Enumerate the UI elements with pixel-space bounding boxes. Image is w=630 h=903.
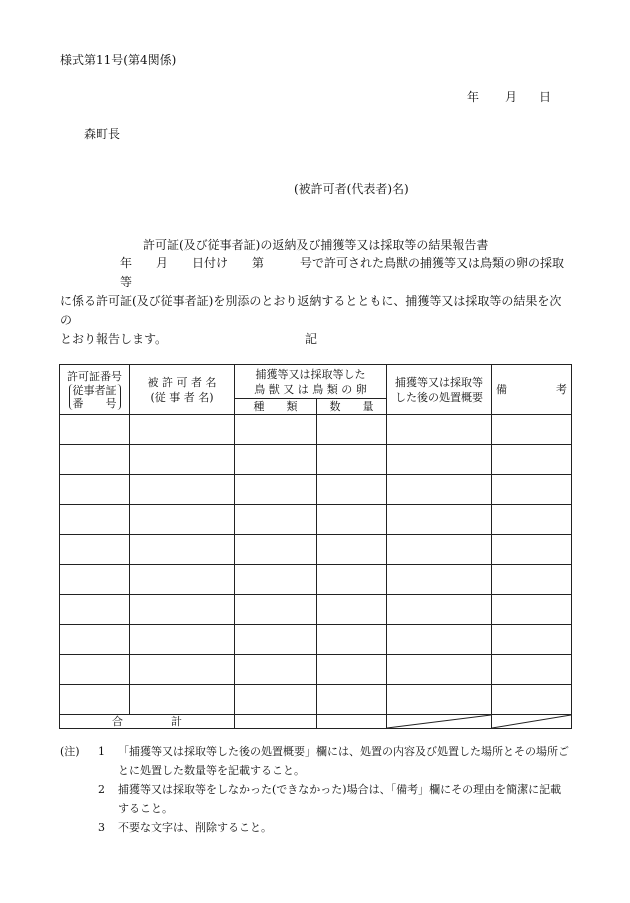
header-worker-cert-label: 従事者証 bbox=[72, 383, 117, 397]
note-text: 「捕獲等又は採取等した後の処置概要」欄には、処置の内容及び処置した場所とその場所ごとに処置した数量等を記載すること。 bbox=[118, 745, 569, 777]
header-captured-line1: 捕獲等又は採取等した bbox=[255, 367, 366, 381]
header-disposal-line2: した後の処置概要 bbox=[395, 390, 484, 404]
table-cell[interactable] bbox=[60, 685, 130, 715]
table-cell[interactable] bbox=[130, 445, 235, 475]
table-cell[interactable] bbox=[317, 445, 387, 475]
table-cell[interactable] bbox=[130, 685, 235, 715]
table-cell[interactable] bbox=[492, 535, 572, 565]
note-number: 1 bbox=[98, 745, 105, 758]
header-worker-name-label: (従 事 者 名) bbox=[150, 390, 214, 404]
table-cell[interactable] bbox=[317, 415, 387, 445]
header-number-label: 番 号 bbox=[72, 396, 117, 410]
table-cell[interactable] bbox=[235, 505, 317, 535]
table-cell[interactable] bbox=[235, 655, 317, 685]
table-cell[interactable] bbox=[317, 655, 387, 685]
table-cell[interactable] bbox=[130, 505, 235, 535]
header-quantity: 数 量 bbox=[317, 399, 387, 415]
table-cell[interactable] bbox=[492, 655, 572, 685]
table-cell[interactable] bbox=[60, 535, 130, 565]
table-cell[interactable] bbox=[60, 595, 130, 625]
notes bbox=[60, 742, 572, 837]
result-table bbox=[59, 364, 572, 729]
table-cell[interactable] bbox=[387, 535, 492, 565]
total-label-b: 計 bbox=[171, 715, 182, 728]
table-cell[interactable] bbox=[130, 655, 235, 685]
note-item bbox=[60, 780, 572, 818]
table-row bbox=[60, 535, 572, 565]
table-cell[interactable] bbox=[492, 505, 572, 535]
body-line-3: とおり報告します。 bbox=[60, 332, 168, 346]
table-header-row bbox=[60, 365, 572, 399]
header-permit-number-label: 許可証番号 bbox=[67, 369, 122, 383]
header-permittee-label: 被 許 可 者 名 bbox=[147, 375, 217, 389]
table-row bbox=[60, 475, 572, 505]
date-year: 年 bbox=[467, 90, 480, 104]
note-number: 3 bbox=[98, 821, 105, 834]
total-label-a: 合 bbox=[112, 715, 123, 728]
table-cell[interactable] bbox=[60, 445, 130, 475]
header-permit-number bbox=[60, 365, 130, 415]
table-cell[interactable] bbox=[235, 685, 317, 715]
table-row bbox=[60, 685, 572, 715]
table-cell[interactable] bbox=[130, 565, 235, 595]
date-month: 月 bbox=[505, 90, 518, 104]
table-cell[interactable] bbox=[235, 445, 317, 475]
table-row bbox=[60, 595, 572, 625]
body-line-2: に係る許可証(及び従事者証)を別添のとおり返納するとともに、捕獲等又は採取等の結果を次の bbox=[60, 294, 562, 327]
table-cell[interactable] bbox=[492, 625, 572, 655]
table-cell[interactable] bbox=[492, 415, 572, 445]
table-cell[interactable] bbox=[60, 415, 130, 445]
table-cell[interactable] bbox=[235, 415, 317, 445]
addressee: 森町長 bbox=[84, 127, 121, 141]
table-cell[interactable] bbox=[235, 595, 317, 625]
table-cell[interactable] bbox=[60, 655, 130, 685]
table-cell[interactable] bbox=[130, 595, 235, 625]
table-cell[interactable] bbox=[387, 565, 492, 595]
table-cell[interactable] bbox=[492, 595, 572, 625]
reporter-name-field: (被許可者(代表者)名) bbox=[294, 182, 409, 196]
header-captured-line2: 鳥 獣 又 は 鳥 類 の 卵 bbox=[254, 382, 367, 396]
total-label bbox=[60, 715, 235, 729]
table-cell[interactable] bbox=[387, 595, 492, 625]
table-cell[interactable] bbox=[60, 625, 130, 655]
diagonal-strike bbox=[387, 715, 491, 728]
table-cell[interactable] bbox=[317, 475, 387, 505]
header-remarks-b: 考 bbox=[556, 383, 568, 396]
body-line-1: 年 月 日付け 第 号で許可された鳥獣の捕獲等又は鳥類の卵の採取等 bbox=[120, 256, 565, 289]
table-cell[interactable] bbox=[492, 445, 572, 475]
table-cell[interactable] bbox=[317, 535, 387, 565]
ki-heading: 記 bbox=[305, 332, 318, 346]
table-cell[interactable] bbox=[130, 475, 235, 505]
table-row bbox=[60, 505, 572, 535]
table-row bbox=[60, 445, 572, 475]
total-row bbox=[60, 715, 572, 729]
table-cell[interactable] bbox=[492, 475, 572, 505]
table-cell[interactable] bbox=[235, 625, 317, 655]
table-cell[interactable] bbox=[60, 505, 130, 535]
diagonal-strike bbox=[492, 715, 571, 728]
table-row bbox=[60, 565, 572, 595]
header-remarks bbox=[492, 365, 572, 415]
header-captured bbox=[235, 365, 387, 399]
table-cell[interactable] bbox=[130, 415, 235, 445]
total-disposal-crossed bbox=[387, 715, 492, 729]
table-cell[interactable] bbox=[317, 685, 387, 715]
table-cell[interactable] bbox=[492, 565, 572, 595]
table-cell[interactable] bbox=[130, 535, 235, 565]
table-cell[interactable] bbox=[317, 505, 387, 535]
table-cell[interactable] bbox=[387, 415, 492, 445]
total-remarks-crossed bbox=[492, 715, 572, 729]
note-number: 2 bbox=[98, 783, 105, 796]
header-remarks-a: 備 bbox=[496, 383, 508, 396]
notes-label: (注) bbox=[60, 745, 80, 758]
header-disposal-summary bbox=[387, 365, 492, 415]
table-cell[interactable] bbox=[317, 595, 387, 625]
header-permittee-name bbox=[130, 365, 235, 415]
table-cell[interactable] bbox=[235, 535, 317, 565]
document-title: 許可証(及び従事者証)の返納及び捕獲等又は採取等の結果報告書 bbox=[143, 238, 489, 252]
total-quantity[interactable] bbox=[317, 715, 387, 729]
table-cell[interactable] bbox=[130, 625, 235, 655]
note-text: 不要な文字は、削除すること。 bbox=[118, 821, 272, 834]
table-cell[interactable] bbox=[317, 565, 387, 595]
table-row bbox=[60, 415, 572, 445]
note-item bbox=[60, 818, 572, 837]
table-cell[interactable] bbox=[317, 625, 387, 655]
form-number: 様式第11号(第4関係) bbox=[60, 53, 177, 67]
note-text: 捕獲等又は採取等をしなかった(できなかった)場合は、「備考」欄にその理由を簡潔に記載すること。 bbox=[118, 783, 562, 815]
date-line bbox=[467, 88, 551, 105]
table-cell[interactable] bbox=[387, 445, 492, 475]
table-cell[interactable] bbox=[387, 685, 492, 715]
header-disposal-line1: 捕獲等又は採取等 bbox=[395, 375, 484, 389]
table-cell[interactable] bbox=[235, 565, 317, 595]
table-cell[interactable] bbox=[235, 475, 317, 505]
note-item bbox=[60, 742, 572, 780]
table-cell[interactable] bbox=[60, 475, 130, 505]
table-cell[interactable] bbox=[387, 475, 492, 505]
table-cell[interactable] bbox=[387, 625, 492, 655]
total-species[interactable] bbox=[235, 715, 317, 729]
table-row bbox=[60, 655, 572, 685]
table-row bbox=[60, 625, 572, 655]
table-cell[interactable] bbox=[387, 655, 492, 685]
date-day: 日 bbox=[539, 90, 552, 104]
table-cell[interactable] bbox=[387, 505, 492, 535]
header-species: 種 類 bbox=[235, 399, 317, 415]
table-cell[interactable] bbox=[492, 685, 572, 715]
table-cell[interactable] bbox=[60, 565, 130, 595]
